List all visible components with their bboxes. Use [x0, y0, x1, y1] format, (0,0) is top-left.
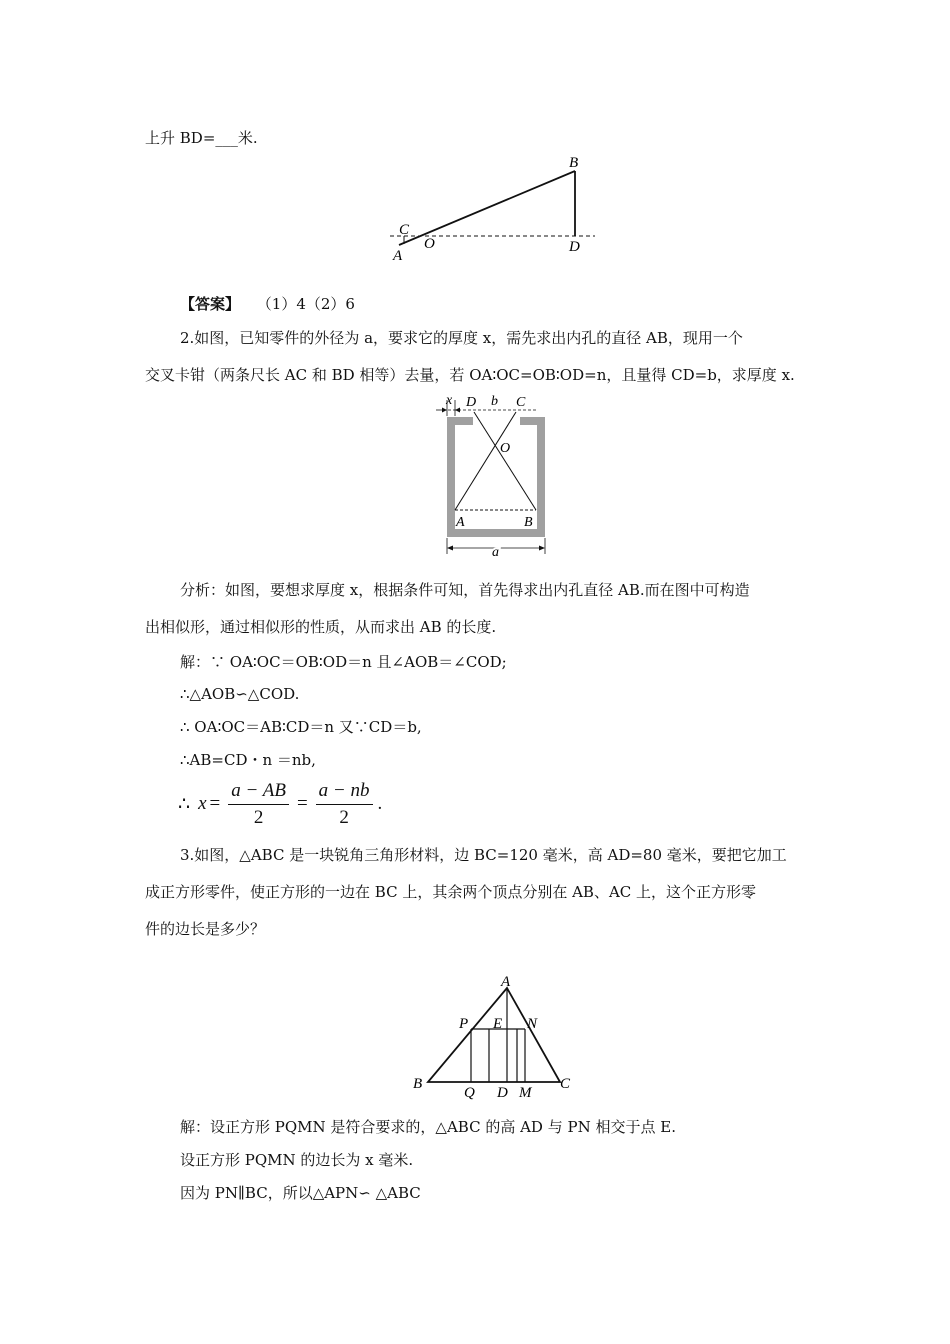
fig2-label-a: A — [456, 515, 465, 530]
solution3-step-3: 因为 PN∥BC，所以△APN∽ △ABC — [180, 1184, 421, 1202]
fig3-label-b: B — [413, 1076, 423, 1092]
thickness-formula — [178, 778, 382, 830]
fig2-label-x: x — [446, 393, 453, 408]
formula-fraction-2 — [316, 780, 373, 829]
q3-line-1: 3.如图，△ABC 是一块锐角三角形材料，边 BC=120 毫米，高 AD=80 毫米，要把它加工 — [180, 846, 787, 864]
fig3-triangle-abc — [428, 988, 560, 1082]
fig1-label-d: D — [569, 239, 580, 255]
q2-line-1: 2.如图，已知零件的外径为 a，要求它的厚度 x，需先求出内孔的直径 AB，现用一个 — [180, 329, 743, 347]
q3-line-3: 件的边长是多少？ — [145, 920, 266, 938]
answer-line — [180, 294, 355, 314]
figure-1-lever — [385, 150, 605, 265]
fig1-label-c: C — [399, 222, 410, 238]
fig1-label-a: A — [393, 248, 403, 264]
solution2-step-1: 解：∵ OA∶OC＝OB∶OD＝n 且∠AOB＝∠COD; — [180, 653, 507, 671]
formula-eq-1: = — [209, 793, 221, 814]
formula-end: . — [377, 793, 383, 814]
fig1-lever-line — [399, 171, 575, 245]
fig2-label-c: C — [516, 395, 526, 410]
fraction-2-numerator: a − nb — [316, 780, 373, 805]
formula-var: x — [198, 793, 207, 814]
solution3-step-2: 设正方形 PQMN 的边长为 x 毫米. — [180, 1151, 414, 1169]
intro-line: 上升 BD=___米. — [145, 129, 258, 147]
fig3-label-m: M — [519, 1085, 532, 1100]
fig1-label-o: O — [424, 236, 435, 252]
solution2-step-2: ∴△AOB∽△COD. — [180, 685, 300, 703]
figure-3-triangle — [400, 970, 590, 1100]
solution2-step-4: ∴AB=CD・n ＝nb, — [180, 751, 316, 769]
q3-line-2: 成正方形零件，使正方形的一边在 BC 上，其余两个顶点分别在 AB、AC 上，这个正方形零 — [145, 883, 757, 901]
fig2-label-a-dim: a — [492, 545, 499, 560]
answer-text: （1）4（2）6 — [256, 295, 355, 313]
figure-2-caliper — [430, 390, 555, 560]
fig2-cross-bd — [474, 412, 536, 510]
fig1-label-b: B — [569, 155, 579, 171]
answer-tag: 【答案】 — [180, 295, 241, 313]
fig2-label-b: b — [491, 394, 498, 409]
fraction-1-numerator: a − AB — [228, 780, 289, 805]
fig3-label-d: D — [497, 1085, 508, 1100]
fraction-1-denominator: 2 — [253, 806, 264, 828]
formula-therefore: ∴ — [178, 793, 191, 815]
fig2-label-d: D — [466, 395, 477, 410]
formula-eq-2: = — [296, 793, 308, 814]
fig3-label-c: C — [560, 1076, 571, 1092]
fig3-label-a: A — [501, 974, 511, 990]
analysis-line-1: 分析：如图，要想求厚度 x，根据条件可知，首先得求出内孔直径 AB.而在图中可构造 — [180, 581, 750, 599]
fig3-label-q: Q — [464, 1085, 475, 1100]
fig2-cross-ac — [455, 412, 516, 510]
q2-line-2: 交叉卡钳（两条尺长 AC 和 BD 相等）去量，若 OA∶OC=OB∶OD=n，且量得 CD=b，求厚度 x. — [145, 366, 795, 384]
fig2-label-o: O — [500, 441, 511, 456]
fig3-label-n: N — [527, 1016, 538, 1032]
solution2-step-3: ∴ OA∶OC＝AB∶CD＝n 又∵CD＝b, — [180, 718, 422, 736]
formula-fraction-1 — [228, 780, 289, 829]
fraction-2-denominator: 2 — [339, 806, 349, 828]
solution3-step-1: 解：设正方形 PQMN 是符合要求的，△ABC 的高 AD 与 PN 相交于点 E. — [180, 1118, 676, 1136]
fig3-label-p: P — [459, 1016, 469, 1032]
fig2-label-b-point: B — [524, 515, 533, 530]
fig3-label-e: E — [493, 1016, 503, 1032]
analysis-line-2: 出相似形，通过相似形的性质，从而求出 AB 的长度. — [145, 618, 497, 636]
